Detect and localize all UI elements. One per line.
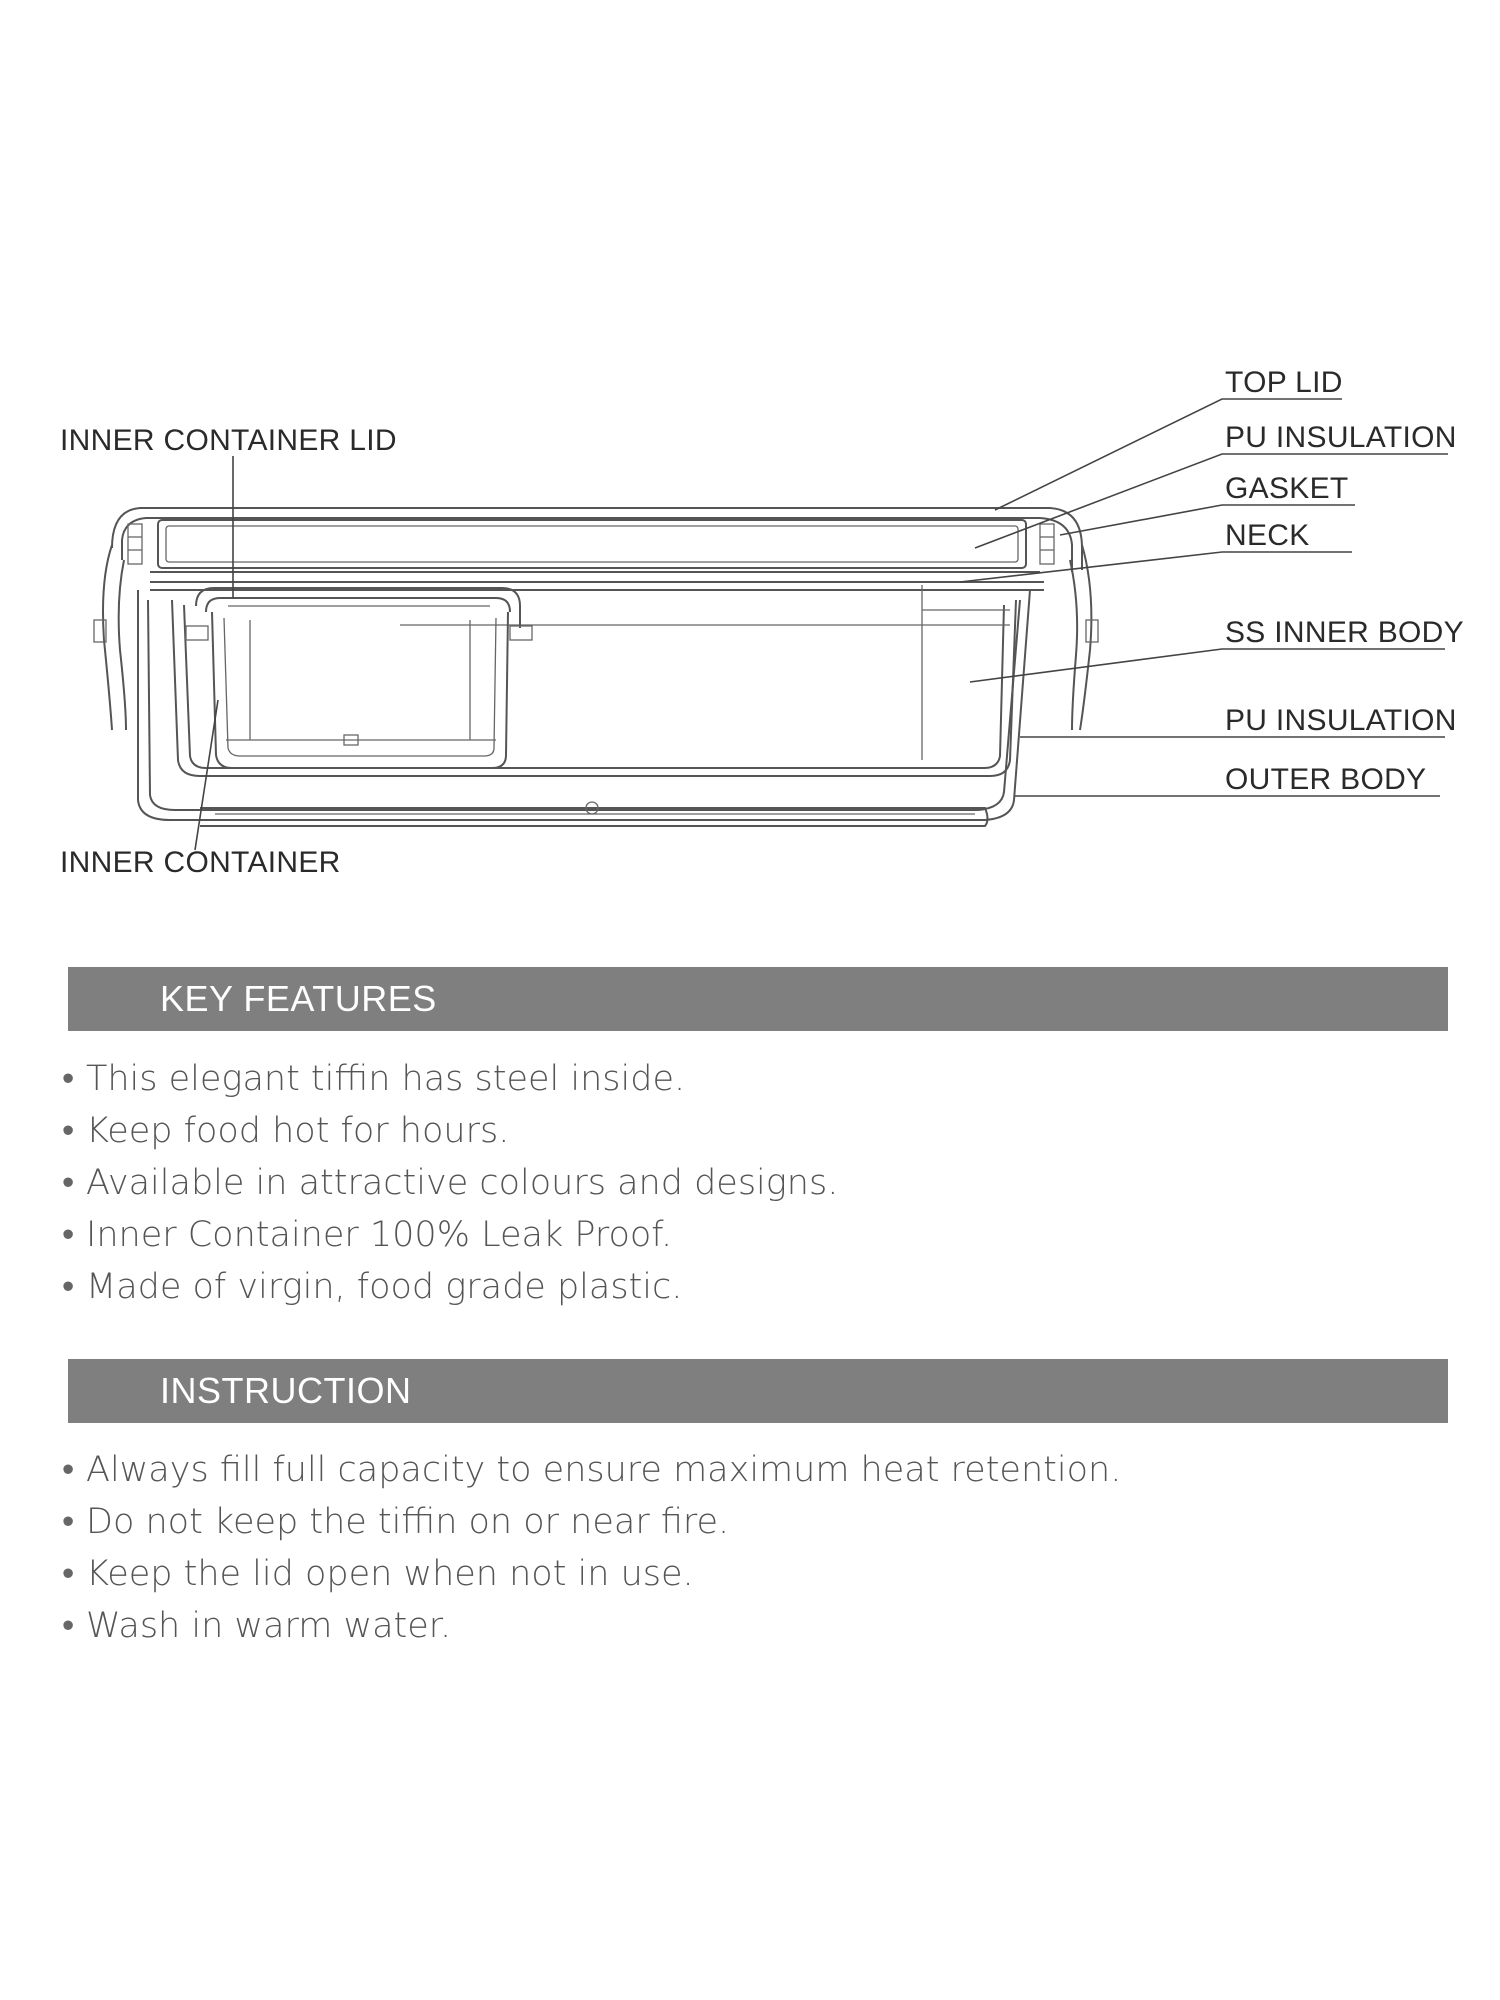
list-item-text: Always fill full capacity to ensure maximum heat retention. xyxy=(86,1450,1122,1490)
list-item xyxy=(62,1444,1121,1496)
key-features-header xyxy=(68,967,1448,1031)
instruction-header xyxy=(68,1359,1448,1423)
label-top-lid: TOP LID xyxy=(1225,366,1343,399)
list-item xyxy=(62,1157,838,1209)
leader-pu-insulation-top xyxy=(975,454,1448,548)
list-item xyxy=(62,1053,838,1105)
label-pu-insulation-body: PU INSULATION xyxy=(1225,704,1457,737)
list-item-text: Made of virgin, food grade plastic. xyxy=(86,1267,683,1307)
list-item-text: Inner Container 100% Leak Proof. xyxy=(86,1215,673,1255)
list-item xyxy=(62,1209,838,1261)
bullet-icon: • xyxy=(62,1267,75,1307)
list-item xyxy=(62,1105,838,1157)
label-pu-insulation-top: PU INSULATION xyxy=(1225,421,1457,454)
list-item xyxy=(62,1600,1121,1652)
list-item-text: Keep the lid open when not in use. xyxy=(86,1554,694,1594)
label-gasket: GASKET xyxy=(1225,472,1349,505)
list-item-text: Available in attractive colours and designs. xyxy=(86,1163,839,1203)
list-item-text: Wash in warm water. xyxy=(86,1606,452,1646)
bullet-icon: • xyxy=(62,1059,75,1099)
key-features-title: KEY FEATURES xyxy=(160,978,437,1019)
list-item-text: Do not keep the tiffin on or near fire. xyxy=(86,1502,730,1542)
bullet-icon: • xyxy=(62,1450,75,1490)
bullet-icon: • xyxy=(62,1606,75,1646)
leader-gasket xyxy=(1060,505,1355,535)
label-outer-body: OUTER BODY xyxy=(1225,763,1427,796)
list-item-text: Keep food hot for hours. xyxy=(86,1111,510,1151)
bullet-icon: • xyxy=(62,1502,75,1542)
label-ss-inner-body: SS INNER BODY xyxy=(1225,616,1464,649)
diagram-labels xyxy=(60,366,1464,879)
list-item xyxy=(62,1261,838,1313)
bullet-icon: • xyxy=(62,1163,75,1203)
label-inner-container-lid: INNER CONTAINER LID xyxy=(60,424,397,457)
list-item xyxy=(62,1548,1121,1600)
list-item-text: This elegant tiffin has steel inside. xyxy=(86,1059,686,1099)
leader-ss-inner-body xyxy=(970,649,1445,682)
instruction-title: INSTRUCTION xyxy=(160,1370,412,1411)
tiffin-drawing xyxy=(94,508,1098,826)
key-features-list xyxy=(62,1053,838,1313)
bullet-icon: • xyxy=(62,1111,75,1151)
label-neck: NECK xyxy=(1225,519,1310,552)
instruction-list xyxy=(62,1444,1121,1652)
list-item xyxy=(62,1496,1121,1548)
tiffin-cross-section-diagram xyxy=(0,0,1500,900)
bullet-icon: • xyxy=(62,1215,75,1255)
bullet-icon: • xyxy=(62,1554,75,1594)
label-inner-container: INNER CONTAINER xyxy=(60,846,341,879)
